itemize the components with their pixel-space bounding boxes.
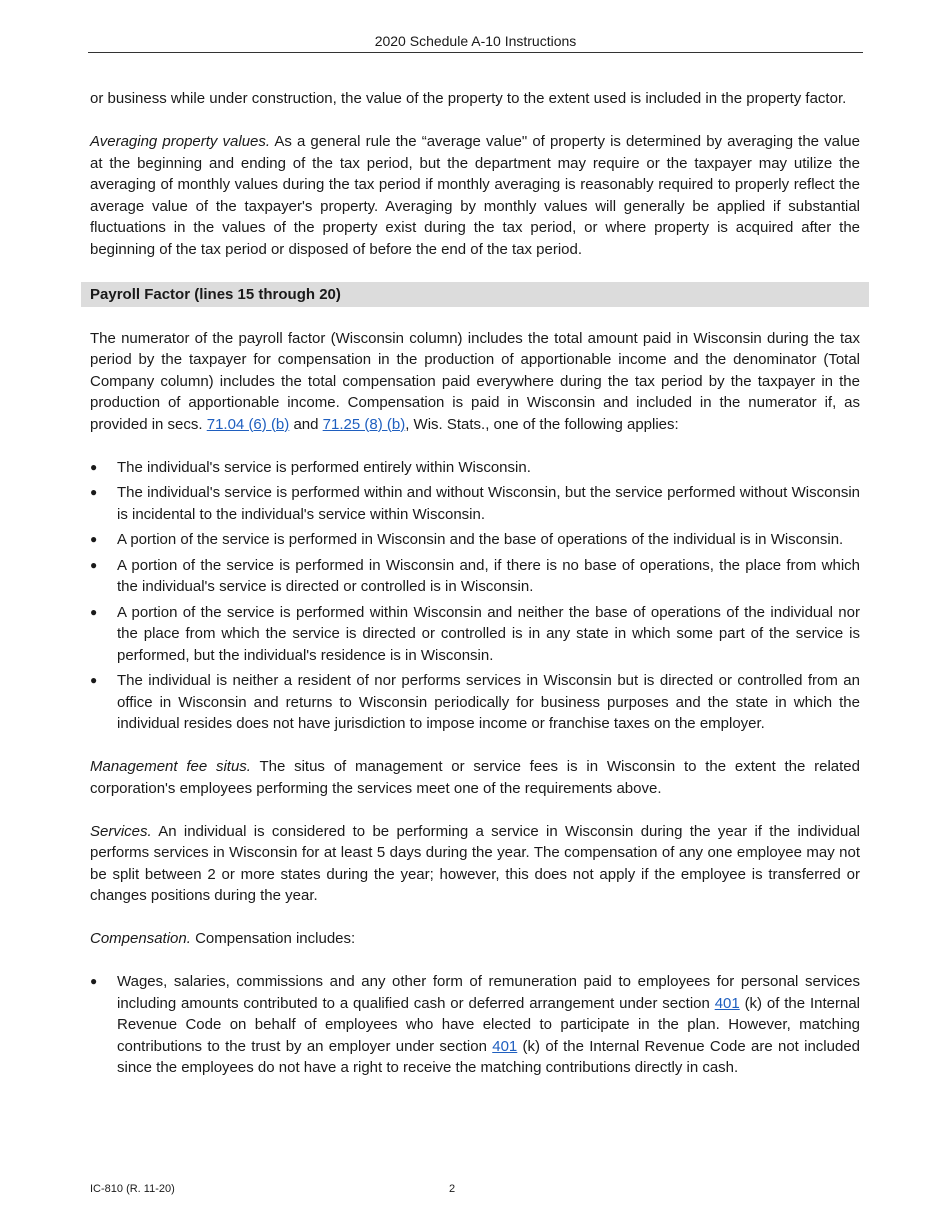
page-header: 2020 Schedule A-10 Instructions: [88, 33, 863, 53]
list-item: ● The individual's service is performed entirely within Wisconsin.: [90, 457, 860, 479]
document-body: [90, 88, 860, 1100]
compensation-paragraph: [90, 928, 860, 950]
irc-401-link[interactable]: 401: [714, 994, 740, 1012]
management-label: Management fee situs.: [90, 758, 251, 775]
list-item: ● A portion of the service is performed within Wisconsin and neither the base of operations of the individual nor the place from which the service is directed or controlled is in any state in which some part of the service is performed, but the individual's residence is in Wisconsin.: [90, 603, 860, 664]
list-item: ● A portion of the service is performed in Wisconsin and, if there is no base of operations, the place from which the individual's service is directed or controlled is in Wisconsin.: [90, 556, 860, 595]
payroll-para-end: , Wis. Stats., one of the following applies:: [405, 415, 679, 433]
list-item: ● The individual's service is performed within and without Wisconsin, but the service performed without Wisconsin is incidental to the individual's service within Wisconsin.: [90, 484, 860, 523]
management-fee-paragraph: [90, 756, 860, 799]
compensation-list: [90, 971, 860, 1079]
bullet-icon: ●: [90, 459, 98, 474]
intro-paragraph: or business while under construction, the value of the property to the extent used is included in the property factor.: [90, 90, 847, 107]
payroll-paragraph: [90, 328, 860, 436]
bullet-icon: ●: [90, 557, 98, 572]
payroll-factor-heading: Payroll Factor (lines 15 through 20): [81, 282, 869, 307]
payroll-conditions-list: [90, 457, 860, 735]
services-paragraph: [90, 821, 860, 907]
irc-401-link[interactable]: 401: [492, 1037, 518, 1055]
list-item: ● A portion of the service is performed in Wisconsin and the base of operations of the individual is in Wisconsin.: [90, 529, 860, 551]
averaging-paragraph: [90, 131, 860, 260]
compensation-label: Compensation.: [90, 930, 191, 947]
bullet-icon: ●: [90, 673, 98, 687]
payroll-and: and: [289, 415, 323, 433]
page-number: 2: [449, 1183, 456, 1195]
services-label: Services.: [90, 822, 152, 840]
statute-link-71-25[interactable]: 71.25 (8) (b): [322, 415, 406, 433]
bullet-icon: ●: [90, 604, 98, 619]
compensation-text: Compensation includes:: [190, 930, 356, 947]
list-item: ● The individual is neither a resident of nor performs services in Wisconsin but is directed or controlled from an office in Wisconsin and returns to Wisconsin periodically for business purposes and the state in which the individual resides does not have jurisdiction to impose income or franchise taxes on the employer.: [90, 672, 860, 732]
form-id: IC-810 (R. 11-20): [90, 1183, 175, 1195]
list-item: ● Wages, salaries, commissions and any other form of remuneration paid to employees for personal services including amounts contributed to a qualified cash or deferred arrangement under section 401 (k) of the Internal Revenue Code on behalf of employees who have elected to participate in the plan. However, matching contributions to the trust by an employer under section 401 (k) of the Internal Revenue Code are not included since the employees do not have a right to receive the matching contributions directly in cash.: [90, 973, 860, 1076]
bullet-icon: ●: [90, 485, 98, 499]
bullet-icon: ●: [90, 532, 98, 546]
services-text: An individual is considered to be performing a service in Wisconsin during the year if the individual performs services in Wisconsin for at least 5 days during the year. The compensation of any one employee may not be split between 2 or more states during the year; however, this does not apply if the employee is transferred or changes positions during the year.: [90, 822, 860, 904]
management-text: The situs of management or service fees is in Wisconsin to the extent the related corporation's employees performing the services meet one of the requirements above.: [90, 758, 860, 797]
statute-link-71-04[interactable]: 71.04 (6) (b): [206, 415, 290, 433]
averaging-text: As a general rule the “average value" of property is determined by averaging the value at the beginning and ending of the tax period, but the department may require or the taxpayer may utilize the averaging of monthly values during the tax period if monthly averaging is reasonably required to properly reflect the average value of the taxpayer's property. Averaging by monthly values will generally be applied if substantial fluctuations in the values of the property exist during the tax period, or where property is acquired after the beginning of the tax period or disposed of before the end of the tax period.: [90, 133, 860, 258]
bullet-icon: ●: [90, 974, 98, 988]
averaging-label: Averaging property values.: [90, 133, 271, 150]
payroll-para-start: The numerator of the payroll factor (Wisconsin column) includes the total amount paid in Wisconsin during the tax period by the taxpayer for compensation in the production of apportionable income and the denominator (Total Company column) includes the total compensation paid everywhere during the tax period by the taxpayer in the production of apportionable income. Compensation is paid in Wisconsin and included in the numerator if, as provided in secs.: [90, 329, 860, 433]
